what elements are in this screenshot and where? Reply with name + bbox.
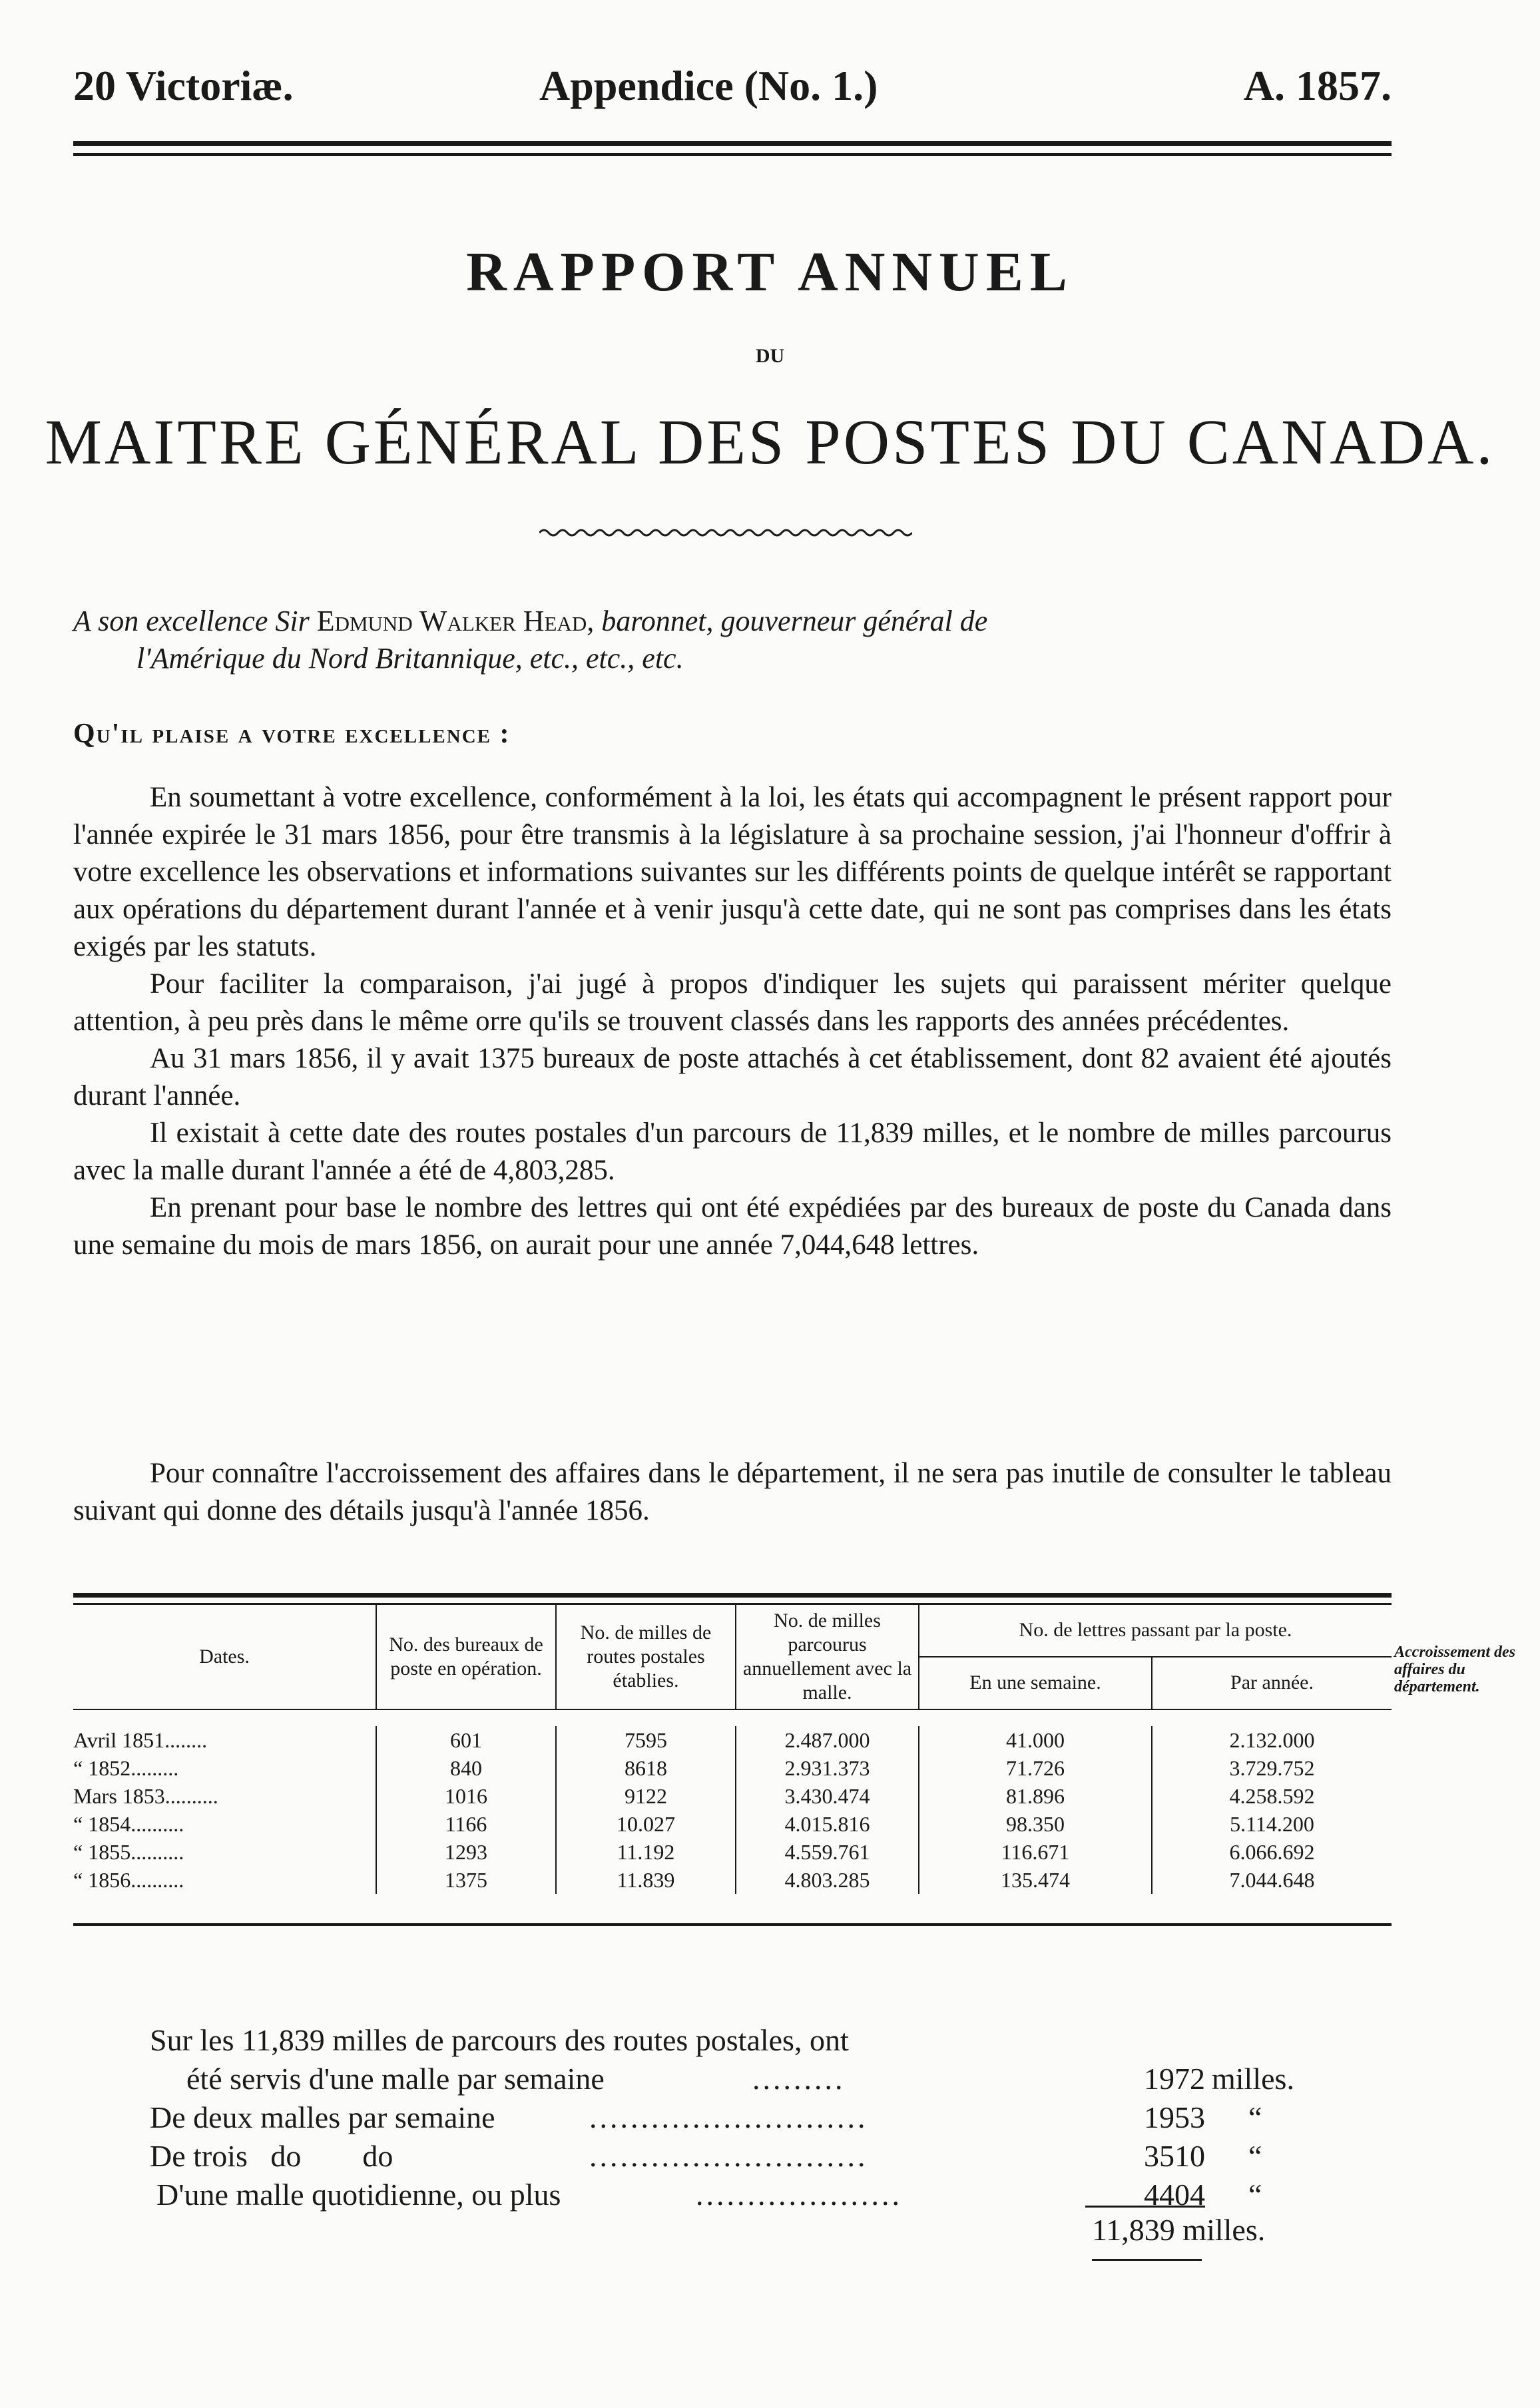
report-body: [73, 779, 1392, 1264]
table-row: [73, 1782, 1392, 1810]
paragraph: En soumettant à votre excellence, conformément à la loi, les états qui accompagnent le présent rapport pour l'année expirée le 31 mars 1856, pour être transmis à la législature à sa prochaine session, j'ai l'honneur d'offrir à votre excellence les observations et informations suivantes sur les différents points de quelque intérêt se rapportant aux opérations du département durant l'année et à venir jusqu'à cette date, qui ne sont pas comprises dans les états exigés par les statuts.: [73, 782, 1392, 962]
cell-parcourus: 4.559.761: [736, 1838, 919, 1866]
summary-unit: milles.: [1212, 2062, 1294, 2096]
mail-summary: [150, 2021, 1322, 2214]
summary-label: De trois do do: [150, 2139, 393, 2173]
summary-value: 4404: [1144, 2178, 1205, 2212]
cell-semaine: 41.000: [919, 1726, 1152, 1754]
paragraph: Il existait à cette date des routes postales d'un parcours de 11,839 milles, et le nombre de milles parcourus avec la malle durant l'année a été de 4,803,285.: [73, 1117, 1392, 1186]
table-top-rule: [73, 1593, 1392, 1605]
summary-dots: ....................: [696, 2178, 902, 2212]
table-row: [73, 1810, 1392, 1838]
col-header-milles-routes: No. de milles de routes postales établies.: [556, 1605, 736, 1709]
cell-annee: 2.132.000: [1152, 1726, 1392, 1754]
col-header-dates: Dates.: [73, 1605, 376, 1709]
cell-date: “ 1852.........: [73, 1756, 179, 1780]
title-connector: DU: [755, 345, 785, 367]
col-header-semaine: En une semaine.: [919, 1657, 1152, 1709]
cell-semaine: 81.896: [919, 1782, 1152, 1810]
cell-routes: 7595: [556, 1726, 736, 1754]
summary-label: De deux malles par semaine: [150, 2100, 495, 2134]
col-header-lettres: No. de lettres passant par la poste.: [919, 1605, 1392, 1657]
cell-semaine: 135.474: [919, 1866, 1152, 1894]
cell-semaine: 98.350: [919, 1810, 1152, 1838]
table-row: [73, 1838, 1392, 1866]
report-subtitle: MAITRE GÉNÉRAL DES POSTES DU CANADA.: [45, 406, 1495, 477]
cell-parcourus: 2.931.373: [736, 1754, 919, 1782]
cell-parcourus: 2.487.000: [736, 1726, 919, 1754]
cell-semaine: 71.726: [919, 1754, 1152, 1782]
cell-semaine: 116.671: [919, 1838, 1152, 1866]
running-header: [73, 61, 1392, 115]
summary-intro: [150, 2021, 1322, 2060]
table-row: [73, 1754, 1392, 1782]
governor-name: Edmund Walker Head: [316, 605, 587, 637]
cell-routes: 10.027: [556, 1810, 736, 1838]
cell-annee: 3.729.752: [1152, 1754, 1392, 1782]
cell-bureaux: 1293: [376, 1838, 556, 1866]
report-title: RAPPORT ANNUEL: [466, 241, 1074, 303]
table-bottom-rule: [73, 1923, 1392, 1926]
cell-annee: 7.044.648: [1152, 1866, 1392, 1894]
cell-routes: 11.192: [556, 1838, 736, 1866]
salutation: Qu'il plaise a votre excellence :: [73, 719, 511, 749]
cell-date: “ 1855..........: [73, 1840, 184, 1864]
report-body-final: [73, 1455, 1392, 1530]
summary-dots: ...........................: [589, 2100, 868, 2134]
cell-bureaux: 1375: [376, 1866, 556, 1894]
col-header-milles-parcourus: No. de milles parcourus annuellement avec la malle.: [736, 1605, 919, 1709]
cell-bureaux: 1016: [376, 1782, 556, 1810]
total-underline: [1092, 2259, 1202, 2261]
summary-total: 11,839 milles.: [1092, 2213, 1266, 2247]
summary-row: [150, 2137, 1322, 2176]
address-line2: l'Amérique du Nord Britannique, etc., etc., etc.: [136, 642, 684, 675]
col-header-bureaux: No. des bureaux de poste en opération.: [376, 1605, 556, 1709]
paragraph: Pour connaître l'accroissement des affaires dans le département, il ne sera pas inutile de consulter le tableau suivant qui donne des détails jusqu'à l'année 1856.: [73, 1458, 1392, 1526]
table-row: [73, 1726, 1392, 1754]
cell-parcourus: 4.015.816: [736, 1810, 919, 1838]
cell-routes: 11.839: [556, 1866, 736, 1894]
cell-date: “ 1854..........: [73, 1812, 184, 1836]
cell-bureaux: 840: [376, 1754, 556, 1782]
table-row: [73, 1866, 1392, 1894]
summary-dots: ...........................: [589, 2139, 868, 2173]
cell-bureaux: 601: [376, 1726, 556, 1754]
summary-label: D'une malle quotidienne, ou plus: [156, 2178, 561, 2212]
summary-row: [150, 2098, 1322, 2137]
summary-unit: “: [1248, 2100, 1262, 2134]
col-header-annee: Par année.: [1152, 1657, 1392, 1709]
address-part2: , baronnet, gouverneur général de: [587, 605, 988, 637]
statistics-table: [73, 1593, 1392, 1926]
cell-date: Avril 1851........: [73, 1728, 208, 1752]
header-double-rule: [73, 141, 1392, 156]
paragraph: En prenant pour base le nombre des lettres qui ont été expédiées par des bureaux de poste du Canada dans une semaine du mois de mars 1856, on aurait pour une année 7,044,648 lettres.: [73, 1192, 1392, 1261]
summary-row: [150, 2176, 1322, 2214]
cell-parcourus: 4.803.285: [736, 1866, 919, 1894]
cell-annee: 6.066.692: [1152, 1838, 1392, 1866]
summary-value: 3510: [1144, 2139, 1205, 2173]
total-rule: [1085, 2206, 1205, 2208]
summary-label: été servis d'une malle par semaine: [186, 2062, 605, 2096]
cell-date: “ 1856..........: [73, 1868, 184, 1892]
postal-statistics-table: [73, 1605, 1392, 1910]
paragraph: Au 31 mars 1856, il y avait 1375 bureaux de poste attachés à cet établissement, dont 82 avaient été ajoutés durant l'année.: [73, 1043, 1392, 1111]
summary-row: [150, 2060, 1322, 2098]
header-appendix: Appendice (No. 1.): [539, 62, 878, 109]
cell-date: Mars 1853..........: [73, 1784, 218, 1808]
summary-dots: .........: [752, 2062, 846, 2096]
address-block: [73, 603, 1392, 677]
header-year: A. 1857.: [1243, 62, 1392, 109]
summary-unit: “: [1248, 2178, 1262, 2212]
summary-unit: “: [1248, 2139, 1262, 2173]
address-part1: A son excellence Sir: [73, 605, 317, 637]
side-note: Accroissement des affaires du département.: [1394, 1644, 1515, 1695]
cell-annee: 4.258.592: [1152, 1782, 1392, 1810]
cell-bureaux: 1166: [376, 1810, 556, 1838]
summary-value: 1953: [1144, 2100, 1205, 2134]
wavy-ornament: [539, 526, 912, 539]
paragraph: Pour faciliter la comparaison, j'ai jugé à propos d'indiquer les sujets qui paraissent mériter quelque attention, à peu près dans le même orre qu'ils se trouvent classés dans les rapports des années précédentes.: [73, 968, 1392, 1037]
summary-intro-text: Sur les 11,839 milles de parcours des routes postales, ont: [150, 2023, 849, 2057]
header-session: 20 Victoriæ.: [73, 62, 294, 109]
cell-routes: 9122: [556, 1782, 736, 1810]
cell-annee: 5.114.200: [1152, 1810, 1392, 1838]
cell-parcourus: 3.430.474: [736, 1782, 919, 1810]
cell-routes: 8618: [556, 1754, 736, 1782]
summary-value: 1972: [1144, 2062, 1205, 2096]
